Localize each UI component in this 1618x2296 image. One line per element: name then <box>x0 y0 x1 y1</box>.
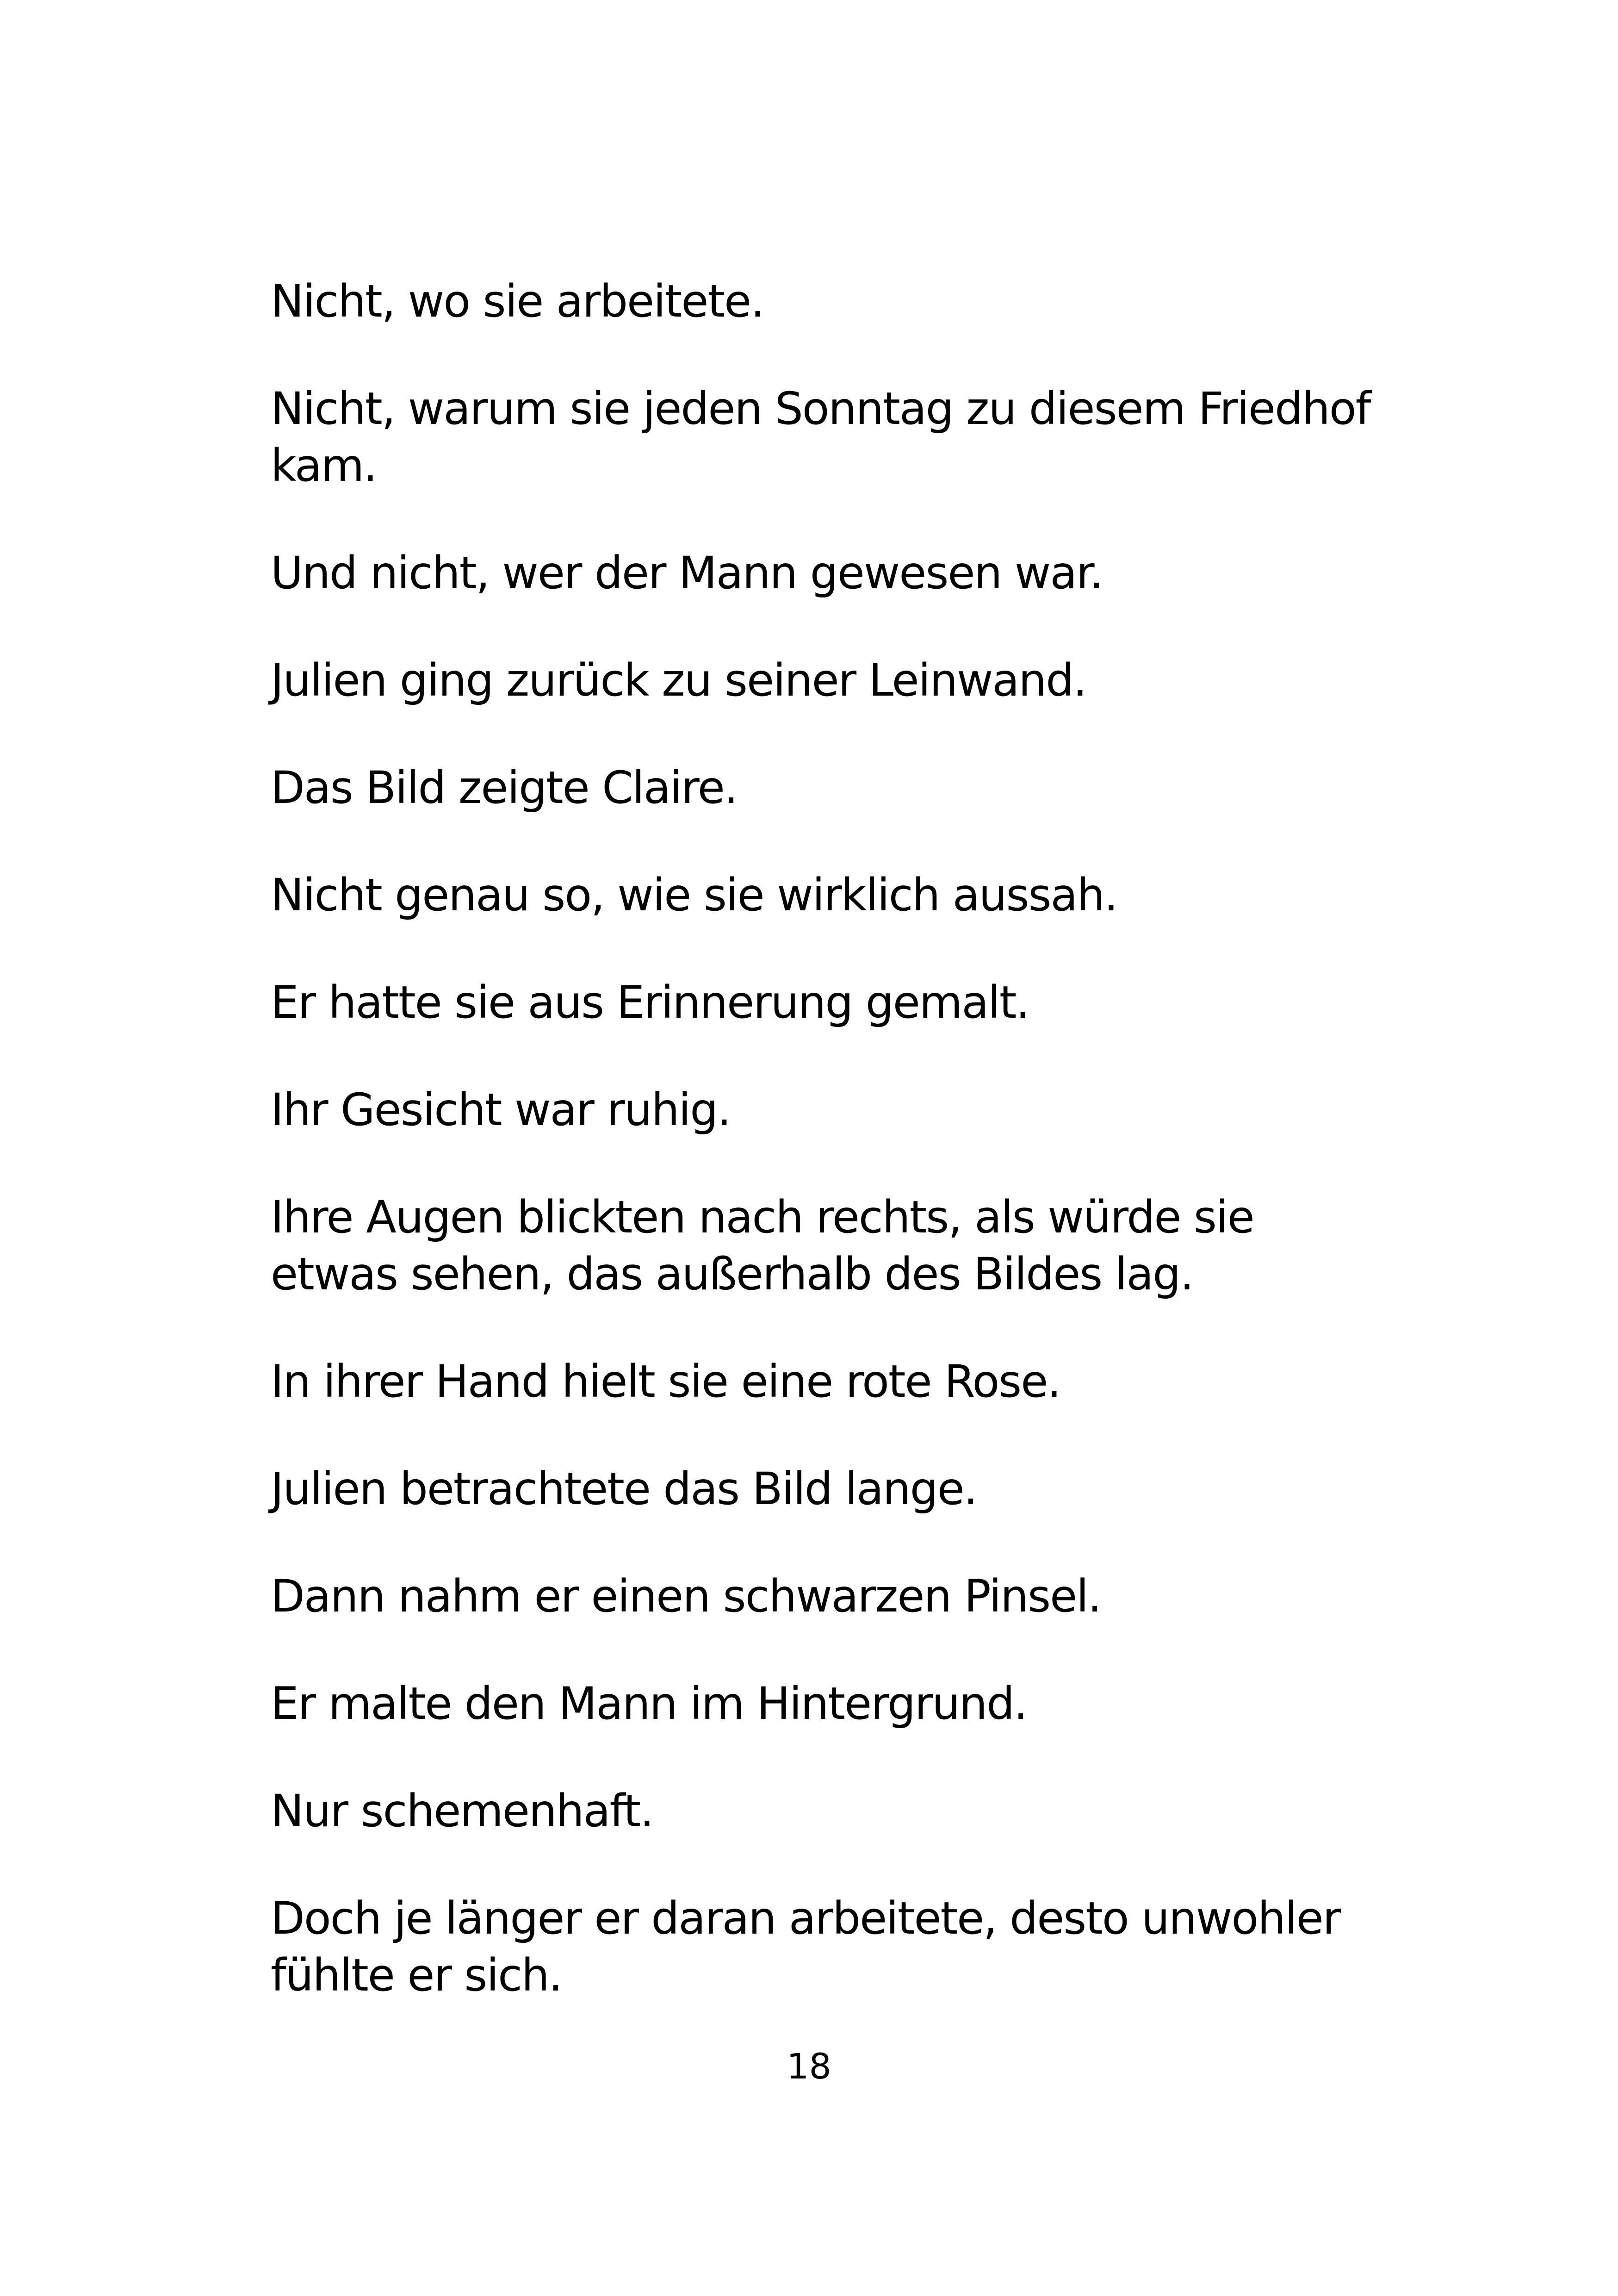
paragraph: Ihr Gesicht war ruhig. <box>271 1084 731 1136</box>
text-body <box>271 273 1381 2054</box>
paragraph: Julien ging zurück zu seiner Leinwand. <box>271 654 1086 706</box>
page-number: 18 <box>787 2046 831 2087</box>
paragraph: Nur schemenhaft. <box>271 1785 653 1837</box>
paragraph: Dann nahm er einen schwarzen Pinsel. <box>271 1570 1101 1622</box>
paragraph: Doch je länger er daran arbeitete, desto unwohler fühlte er sich. <box>271 1892 1340 2001</box>
paragraph: Ihre Augen blickten nach rechts, als würde sie etwas sehen, das außerhalb des Bildes lag. <box>271 1191 1254 1300</box>
paragraph: Und nicht, wer der Mann gewesen war. <box>271 547 1103 599</box>
paragraph: Nicht, warum sie jeden Sonntag zu diesem Friedhof kam. <box>271 383 1370 492</box>
paragraph: Das Bild zeigte Claire. <box>271 762 738 814</box>
paragraph: In ihrer Hand hielt sie eine rote Rose. <box>271 1356 1060 1407</box>
paragraph: Er malte den Mann im Hintergrund. <box>271 1678 1027 1730</box>
paragraph: Julien betrachtete das Bild lange. <box>271 1463 977 1515</box>
paragraph: Er hatte sie aus Erinnerung gemalt. <box>271 977 1029 1028</box>
paragraph: Nicht genau so, wie sie wirklich aussah. <box>271 869 1117 921</box>
paragraph: Nicht, wo sie arbeitete. <box>271 275 764 327</box>
